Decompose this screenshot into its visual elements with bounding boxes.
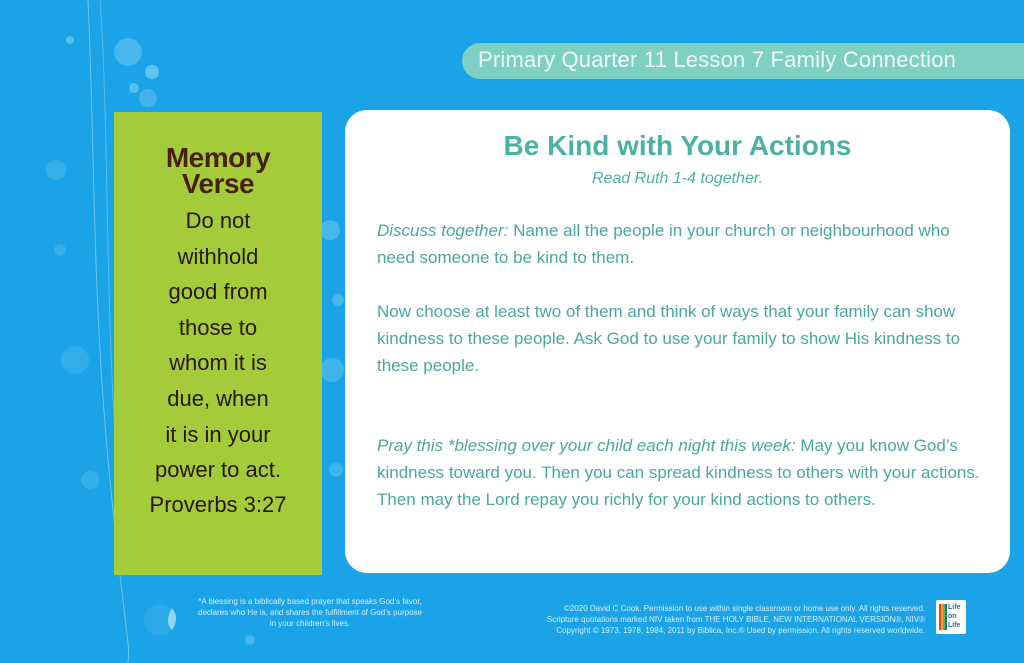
- memory-verse-heading-line1: Memory: [165, 142, 271, 173]
- memory-verse-line: it is in your: [165, 421, 271, 447]
- discuss-paragraph: [377, 217, 987, 271]
- memory-verse-line: whom it is: [169, 350, 267, 376]
- card-title: Be Kind with Your Actions: [503, 130, 852, 161]
- logo-line: Life: [948, 622, 961, 629]
- memory-verse-heading: [114, 142, 322, 199]
- copyright-line: Copyright © 1973, 1978, 1984, 2011 by Biblica, Inc.® Used by permission. All rights reserved worldwide.: [556, 626, 925, 635]
- life-on-life-logo: [936, 600, 966, 634]
- blessing-footnote: *A blessing is a biblically based prayer that speaks God’s favor, declares who He is, and shares the fulfillment of God’s purpose in your children’s lives.: [198, 597, 422, 628]
- memory-verse-text: [114, 203, 322, 522]
- choose-paragraph: Now choose at least two of them and think of ways that your family can show kindness to these people. Ask God to use your family to show His kindness to these people.: [377, 302, 961, 375]
- pray-text: May you know God’s kindness toward you. Then you can spread kindness to others with your actions. Then may the Lord repay you richly for your kind actions to others.: [377, 436, 980, 509]
- pray-label: Pray this *blessing over your child each night this week:: [377, 436, 796, 455]
- memory-verse-line: power to act.: [155, 457, 281, 483]
- copyright-line: ©2020 David C Cook. Permission to use within single classroom or home use only. All rights reserved.: [563, 604, 925, 613]
- card-subtitle: Read Ruth 1-4 together.: [591, 170, 764, 187]
- memory-verse-line: good from: [168, 279, 268, 305]
- discuss-label: Discuss together:: [377, 221, 509, 240]
- logo-text: [948, 603, 966, 630]
- copyright-notice: [440, 603, 925, 636]
- copyright-line: Scripture quotations marked NIV taken from THE HOLY BIBLE, NEW INTERNATIONAL VERSION®, NIV®: [546, 615, 925, 624]
- memory-verse-line: Do not: [185, 208, 251, 233]
- logo-stripes-icon: [939, 604, 947, 630]
- logo-line: Life: [948, 604, 961, 611]
- discuss-text: Name all the people in your church or neighbourhood who need someone to be kind to them.: [377, 221, 950, 267]
- memory-verse-heading-line2: Verse: [181, 168, 255, 199]
- page-title: Primary Quarter 11 Lesson 7 Family Connection: [478, 47, 957, 72]
- memory-verse-panel: [114, 112, 322, 575]
- pray-paragraph: [377, 432, 987, 513]
- logo-line: on: [948, 613, 957, 620]
- memory-verse-reference: Proverbs 3:27: [149, 491, 287, 517]
- lesson-card: [345, 110, 1010, 573]
- memory-verse-line: those to: [178, 314, 258, 340]
- memory-verse-line: withhold: [177, 243, 259, 269]
- memory-verse-line: due, when: [167, 385, 269, 411]
